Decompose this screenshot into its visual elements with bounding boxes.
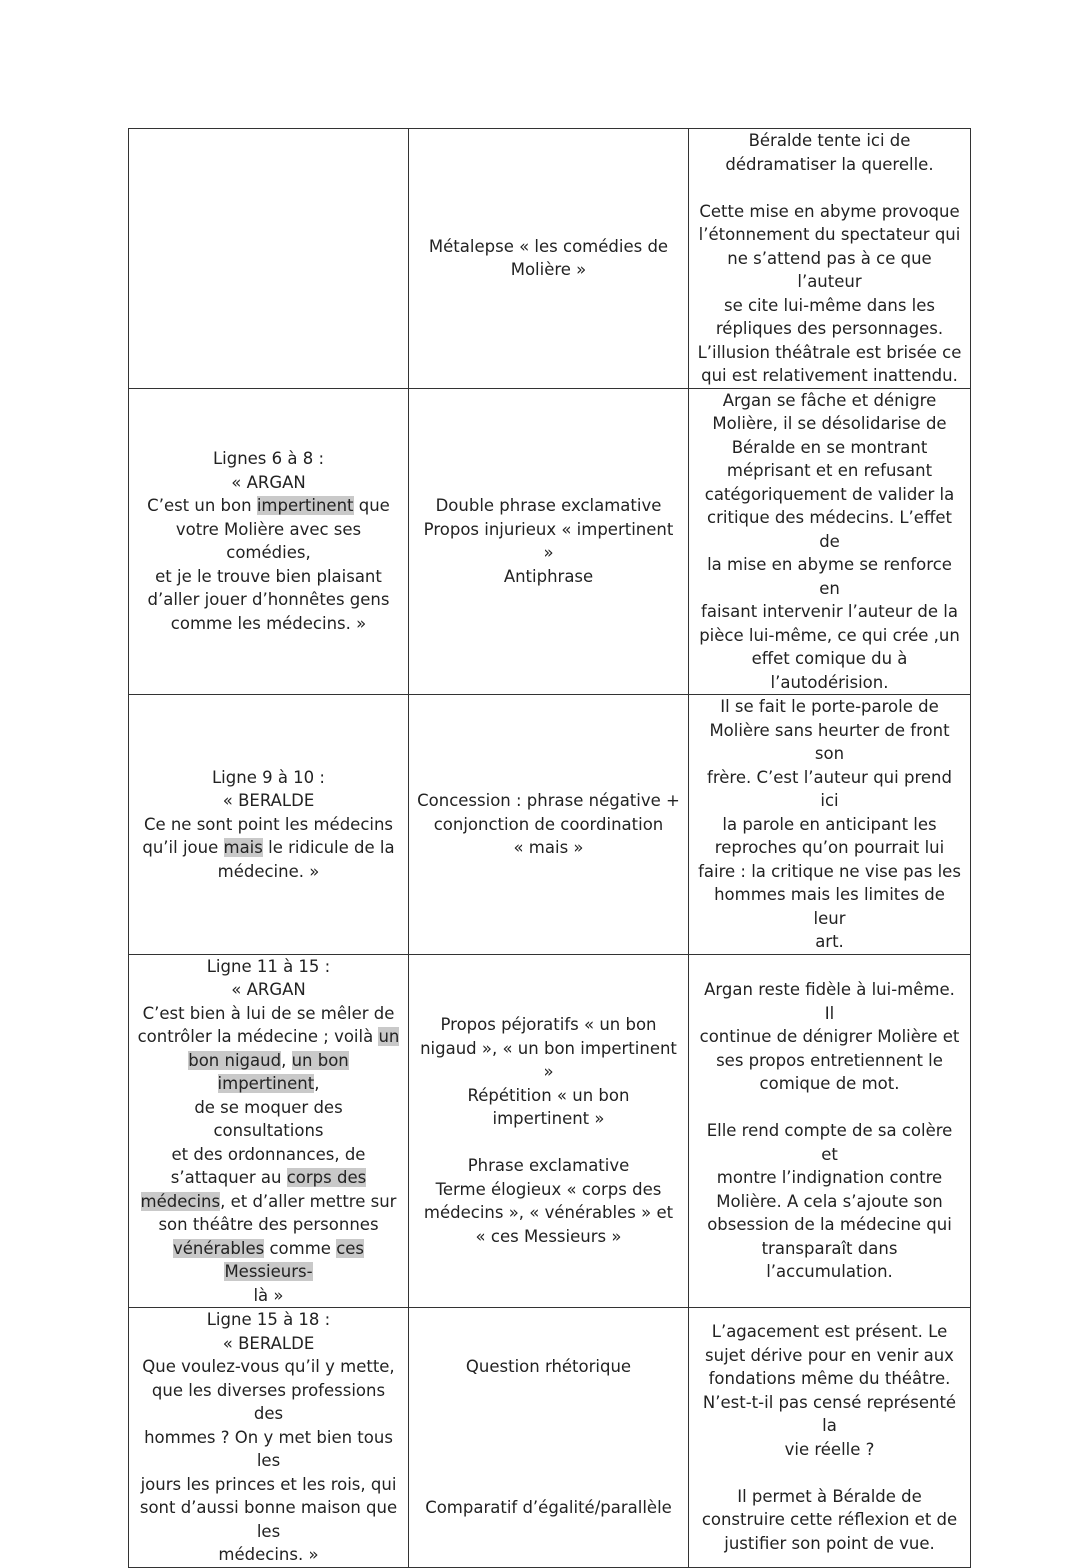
interpretation-line: l’étonnement du spectateur qui: [698, 225, 961, 244]
quote-text: ,: [314, 1074, 320, 1093]
interpretation-line: méprisant et en refusant: [726, 461, 933, 480]
interpretation-line: effet comique du à: [751, 649, 908, 668]
quote-text: contrôler la médecine ; voilà: [137, 1027, 379, 1046]
quote-text: le ridicule de la: [262, 838, 395, 857]
interpretation-line: se cite lui-même dans les: [723, 295, 935, 315]
interpretation-line: Cette mise en abyme provoque: [699, 201, 960, 221]
quote-line: médecine. »: [217, 861, 320, 881]
table-row: [129, 129, 971, 389]
device-cell: [409, 1308, 689, 1568]
highlighted-word: un: [378, 1027, 400, 1046]
highlighted-word: corps des: [286, 1168, 367, 1187]
speaker-name: « BERALDE: [222, 1333, 315, 1353]
quote-cell: [129, 129, 409, 389]
interpretation-line: fondations même du théâtre.: [708, 1369, 951, 1388]
interpretation-line: faire : la critique ne vise pas les: [698, 861, 961, 881]
device-cell: [409, 954, 689, 1308]
device-cell: [409, 695, 689, 955]
quote-line: et des ordonnances, de: [171, 1144, 366, 1164]
quote-line: que les diverses professions des: [151, 1380, 386, 1424]
quote-cell: [129, 1308, 409, 1568]
paragraph-gap: [417, 1379, 680, 1403]
interpretation-line: frère. C’est l’auteur qui prend ici: [707, 767, 952, 810]
interpretation-line: L’agacement est présent. Le: [711, 1322, 948, 1341]
interpretation-line: transparaît dans l’accumulation.: [761, 1238, 898, 1281]
device-line: Phrase exclamative: [467, 1156, 630, 1176]
device-line: Répétition « un bon: [467, 1085, 630, 1105]
quote-line: Que voulez-vous qu’il y mette,: [142, 1357, 395, 1377]
quote-line: C’est bien à lui de se mêler de: [142, 1003, 395, 1023]
interpretation-line: Molière sans heurter de front son: [709, 720, 950, 763]
interpretation-line: art.: [815, 932, 844, 951]
analysis-table: [128, 128, 971, 1568]
device-line: nigaud », « un bon impertinent »: [420, 1038, 677, 1082]
interpretation-line: obsession de la médecine qui: [707, 1215, 952, 1234]
interpretation-line: Argan se fâche et dénigre: [722, 390, 937, 410]
interpretation-line: faisant intervenir l’auteur de la: [701, 602, 958, 621]
quote-text: que: [353, 496, 390, 516]
quote-cell: [129, 954, 409, 1308]
quote-line: [137, 1049, 400, 1096]
quote-line: d’aller jouer d’honnêtes gens: [147, 590, 390, 610]
device-cell: [409, 129, 689, 389]
quote-line: votre Molière avec ses comédies,: [175, 519, 362, 563]
quote-line: comme les médecins. »: [170, 613, 367, 633]
highlighted-word: ces Messieurs-: [224, 1238, 365, 1281]
quote-text: s’attaquer au: [170, 1168, 287, 1187]
highlighted-word: vénérables: [172, 1238, 265, 1258]
device-line: « mais »: [513, 838, 584, 857]
interpretation-line: hommes mais les limites de leur: [714, 885, 945, 928]
device-line: impertinent »: [492, 1109, 605, 1129]
interpretation-cell: [689, 388, 971, 695]
quote-line: médecins. »: [218, 1545, 319, 1565]
quote-line: son théâtre des personnes: [158, 1215, 379, 1234]
quote-line: [137, 494, 400, 518]
highlighted-word: mais: [223, 838, 263, 857]
quote-line: [137, 836, 400, 860]
interpretation-line: dédramatiser la querelle.: [725, 154, 934, 174]
speaker-name: « BERALDE: [222, 791, 315, 810]
interpretation-line: montre l’indignation contre: [716, 1168, 943, 1187]
interpretation-line: répliques des personnages.: [715, 319, 944, 338]
interpretation-line: construire cette réflexion et de: [701, 1510, 958, 1529]
interpretation-line: Béralde tente ici de: [748, 131, 911, 150]
highlighted-word: un bon impertinent: [217, 1050, 349, 1093]
device-line: Propos péjoratifs « un bon: [440, 1015, 657, 1035]
interpretation-line: Il permet à Béralde de: [737, 1486, 922, 1506]
table-row: [129, 695, 971, 955]
quote-line: de se moquer des consultations: [194, 1097, 343, 1140]
interpretation-line: Molière. A cela s’ajoute son: [716, 1191, 943, 1211]
device-line: conjonction de coordination: [433, 814, 664, 834]
paragraph-gap: [417, 1449, 680, 1473]
table-row: [129, 954, 971, 1308]
interpretation-cell: [689, 1308, 971, 1568]
quote-line: [137, 1166, 400, 1190]
device-line: médecins », « vénérables » et: [423, 1203, 674, 1223]
interpretation-line: Béralde en se montrant: [731, 437, 928, 457]
paragraph-gap: [697, 1096, 962, 1120]
line-reference: Ligne 15 à 18 :: [206, 1310, 331, 1330]
interpretation-line: la mise en abyme se renforce en: [707, 555, 952, 598]
device-line: « ces Messieurs »: [475, 1226, 622, 1246]
quote-text: comme: [264, 1238, 337, 1258]
interpretation-line: Elle rend compte de sa colère et: [706, 1121, 953, 1164]
quote-line: et je le trouve bien plaisant: [155, 566, 382, 586]
device-line: Molière »: [510, 260, 587, 280]
quote-line: Ce ne sont point les médecins: [143, 814, 394, 834]
paragraph-gap: [417, 1402, 680, 1426]
quote-line: [137, 1025, 400, 1049]
quote-text: ,: [281, 1050, 292, 1070]
quote-text: , et d’aller mettre sur: [220, 1191, 397, 1211]
paragraph-gap: [697, 1461, 962, 1485]
quote-text: C’est un bon: [147, 496, 257, 516]
table-row: [129, 1308, 971, 1568]
speaker-name: « ARGAN: [231, 980, 306, 999]
device-line: Terme élogieux « corps des: [435, 1179, 662, 1199]
quote-line: sont d’aussi bonne maison que les: [139, 1498, 398, 1541]
interpretation-line: qui est relativement inattendu.: [701, 366, 958, 385]
device-line: Question rhétorique: [465, 1357, 632, 1377]
interpretation-line: catégoriquement de valider la: [704, 484, 955, 504]
device-line: Concession : phrase négative +: [417, 791, 680, 810]
speaker-name: « ARGAN: [231, 472, 306, 492]
interpretation-cell: [689, 954, 971, 1308]
interpretation-line: ne s’attend pas à ce que l’auteur: [727, 248, 932, 291]
quote-line: jours les princes et les rois, qui: [140, 1474, 397, 1494]
quote-cell: [129, 695, 409, 955]
device-line: Antiphrase: [503, 566, 594, 586]
interpretation-line: l’autodérision.: [770, 672, 889, 692]
interpretation-line: comique de mot.: [759, 1074, 900, 1093]
quote-text: qu’il joue: [142, 838, 224, 857]
interpretation-line: vie réelle ?: [784, 1439, 875, 1459]
quote-line: [137, 1190, 400, 1214]
interpretation-line: continue de dénigrer Molière et: [699, 1027, 960, 1046]
interpretation-line: Il se fait le porte-parole de: [720, 697, 939, 716]
device-line: Propos injurieux « impertinent »: [423, 519, 674, 563]
interpretation-line: sujet dérive pour en venir aux: [705, 1345, 954, 1365]
highlighted-word: bon nigaud: [188, 1050, 282, 1070]
interpretation-line: pièce lui-même, ce qui crée ,un: [699, 625, 960, 645]
interpretation-line: critique des médecins. L’effet de: [707, 508, 952, 551]
line-reference: Lignes 6 à 8 :: [212, 449, 325, 469]
paragraph-gap: [417, 1131, 680, 1155]
interpretation-line: ses propos entretiennent le: [716, 1050, 943, 1070]
interpretation-line: Molière, il se désolidarise de: [712, 414, 947, 433]
interpretation-line: reproches qu’on pourrait lui: [714, 838, 945, 857]
interpretation-cell: [689, 129, 971, 389]
table-row: [129, 388, 971, 695]
quote-line: hommes ? On y met bien tous les: [144, 1427, 393, 1471]
paragraph-gap: [417, 1426, 680, 1450]
quote-cell: [129, 388, 409, 695]
highlighted-word: médecins: [140, 1191, 221, 1211]
device-line: Métalepse « les comédies de: [428, 236, 669, 256]
quote-line: là »: [253, 1285, 284, 1305]
interpretation-line: la parole en anticipant les: [722, 814, 937, 834]
quote-line: [137, 1237, 400, 1284]
paragraph-gap: [697, 176, 962, 200]
line-reference: Ligne 9 à 10 :: [211, 767, 325, 787]
device-cell: [409, 388, 689, 695]
device-line: Comparatif d’égalité/parallèle: [425, 1498, 672, 1518]
interpretation-line: N’est-t-il pas censé représenté la: [702, 1392, 957, 1435]
interpretation-line: L’illusion théâtrale est brisée ce: [697, 342, 962, 362]
device-line: Double phrase exclamative: [435, 496, 662, 516]
paragraph-gap: [417, 1473, 680, 1497]
interpretation-line: justifier son point de vue.: [724, 1533, 935, 1553]
interpretation-cell: [689, 695, 971, 955]
line-reference: Ligne 11 à 15 :: [206, 956, 331, 976]
highlighted-word: impertinent: [256, 496, 354, 516]
interpretation-line: Argan reste fidèle à lui-même. Il: [704, 980, 955, 1023]
